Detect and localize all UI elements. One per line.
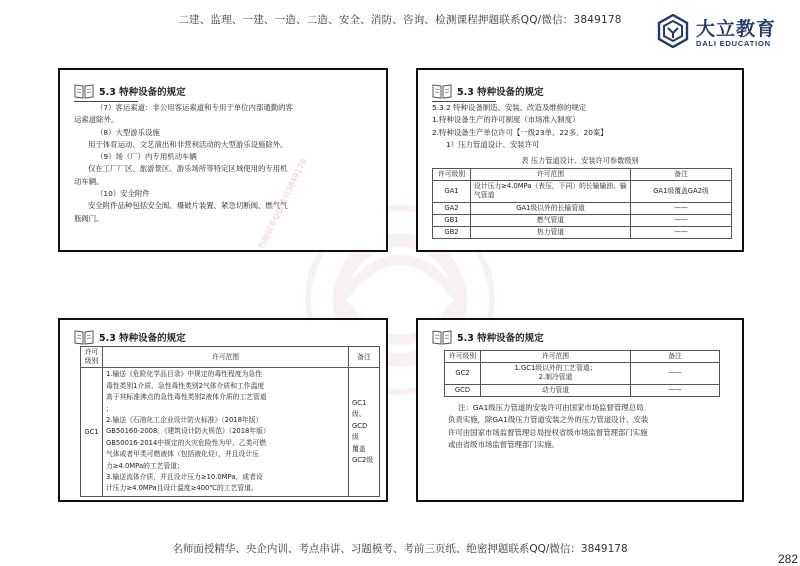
table-header-cell: 备注 [631,351,720,363]
slide-special-equipment-4 [416,318,744,502]
note-line: 负责实施，除GA1级压力管道安装之外的压力管道设计、安装 [448,415,649,425]
remark-line: GCD [352,421,368,430]
table-row [433,181,732,202]
table-cell: GA1 [433,181,471,202]
slide-header [74,82,186,100]
scope-line: 1.输送《危险化学品目录》中规定的毒性程度为急性 [106,370,263,379]
table-cell: GA1级以外的长输管道 [471,202,631,214]
slide-body [74,102,374,225]
text-line: 瓶阀门。 [74,213,104,223]
logo-english-name: DALI EDUCATION [696,39,771,48]
bottom-banner: 名师面授精华、央企内训、考点串讲、习题模考、考前三页纸、绝密押题联系QQ/微信：3849178 [172,543,628,555]
text-line: 仅在工厂厂区、旅游景区、游乐场所等特定区域使用的专用机 [88,164,288,174]
table-cell: —— [631,384,720,396]
table-header-cell: 许可级别 [81,347,103,368]
pipeline-permit-table [432,168,732,239]
note-line: 许可由国家市场监督管理总局授权省级市场监督管理部门实施 [448,427,648,437]
text-line: 运索道除外。 [74,115,119,125]
text-line: （9）场（厂）内专用机动车辆 [96,152,197,162]
table-row [433,227,732,239]
table-header-cell: 许可级别 [445,351,481,363]
scope-line: GB50160-2008、《建筑设计防火规范》（2018年版） [106,427,270,436]
slide-header [74,328,186,346]
slide-header [432,328,544,346]
note-line: 注：GA1级压力管道的安装许可由国家市场监督管理总局 [458,403,644,412]
text-line: 1.特种设备生产的许可制度（市场准入制度） [432,115,580,125]
table-cell: GB1 [433,214,471,226]
remark-line: 级 [352,433,359,442]
scope-line: 气体或者甲类可燃液体（包括液化烃），并且设计压 [106,450,259,459]
table-cell: GB2 [433,227,471,239]
scope-line: 力≥4.0MPa的工艺管道； [106,461,184,470]
scope-line: 高于其标准沸点的急性毒性类别2液体介质的工艺管道 [106,393,267,402]
scope-line: 计压力≥4.0MPa且设计温度≥400℃的工艺管道。 [106,484,258,493]
table-header-row [445,351,720,363]
note-block [448,402,728,452]
top-banner: 二建、监理、一建、一造、二造、安全、消防、咨询、检测课程押题联系QQ/微信：3849178 [178,14,622,26]
dali-logo [656,14,786,56]
slide-body [432,102,730,151]
book-icon [432,329,452,345]
slide-title: 5.3 特种设备的规定 [457,87,544,98]
table-cell: GC2 [445,363,481,384]
table-cell: 设计压力≥4.0MPa（表压，下同）的长输输油、输气管道 [471,181,631,202]
scope-line: 毒性类别1介质、急性毒性类别2气体介质和工作温度 [106,381,265,390]
text-line: 动车辆。 [74,176,104,186]
gc2-gcd-permit-table [444,350,720,397]
text-line: 2.特种设备生产单位许可【一级23单、22多、20案】 [432,127,608,137]
book-icon [74,83,94,99]
table-cell-level: GC1 [81,368,103,496]
table-cell: 热力管道 [471,227,631,239]
text-line: 用于体育运动、文艺演出和非营利活动的大型游乐设施除外。 [88,139,288,149]
slide-title: 5.3 特种设备的规定 [457,333,544,344]
table-header-cell: 备注 [631,169,732,181]
scope-line: 1.GC1级以外的工艺管道； [514,364,597,373]
table-cell: 动力管道 [481,384,631,396]
table-cell [481,363,631,384]
slide-special-equipment-1 [58,68,388,252]
remark-line: 覆盖 [352,444,366,453]
watermark-text: 物题联系QQ/微信3849178 [256,157,309,251]
table-header-row [81,347,380,368]
table-cell: —— [631,214,732,226]
text-line: 5.3.2 特种设备制造、安装、改造及维修的规定 [432,103,587,112]
table-header-cell: 许可范围 [103,347,349,368]
gc1-permit-table [80,346,380,497]
text-line: （10）安全附件 [96,189,150,199]
table-cell: —— [631,227,732,239]
remark-line: GC1级、 [352,398,367,419]
text-line: （8）大型游乐设施 [96,127,160,137]
slide-title: 5.3 特种设备的规定 [99,333,186,344]
table-row [81,368,380,496]
text-line: 1）压力管道设计、安装许可 [446,139,540,149]
scope-line: ； [106,404,113,413]
table-cell: GCD [445,384,481,396]
table-cell: 燃气管道 [471,214,631,226]
table-cell: GA1级覆盖GA2级 [631,181,732,202]
slide-title: 5.3 特种设备的规定 [99,87,186,98]
table-cell: GA2 [433,202,471,214]
note-line: 或由省级市场监督管理部门实施。 [448,440,559,450]
page-number: 282 [777,552,798,566]
table-header-cell: 许可范围 [471,169,631,181]
table-header-cell: 备注 [349,347,380,368]
table-cell-scope [103,368,349,496]
table-caption: 表 压力管道设计、安装许可参数级别 [521,156,639,165]
table-row [445,384,720,396]
table-header-cell: 许可范围 [481,351,631,363]
slide-special-equipment-2 [416,68,744,252]
table-header-row [433,169,732,181]
scope-line: 2.制冷管道 [538,373,573,382]
scope-line: 3.输送流体介质，并且设计压力≥10.0MPa，或者设 [106,473,263,482]
slide-special-equipment-3 [58,318,388,502]
book-icon [74,329,94,345]
table-row [445,363,720,384]
remark-line: GC2级 [352,455,374,464]
text-line: 安全附件品种包括安全阀、爆破片装置、紧急切断阀、燃气气 [88,201,288,211]
table-cell: —— [631,363,720,384]
table-header-cell: 许可级别 [433,169,471,181]
table-row [433,202,732,214]
logo-chinese-name: 大立教育 [696,18,777,40]
dali-logo-icon [656,14,690,48]
slide-header [432,82,544,100]
table-cell-remark [349,368,380,496]
text-line: （7）客运索道：非公用客运索道和专用于单位内部通勤的客 [96,103,293,112]
book-icon [432,83,452,99]
scope-line: GB50016-2014中规定的火灾危险性为甲、乙类可燃 [106,438,267,447]
table-cell: —— [631,202,732,214]
table-row [433,214,732,226]
scope-line: 2.输送《石油化工企业设计防火标准》（2018年版） [106,416,263,425]
